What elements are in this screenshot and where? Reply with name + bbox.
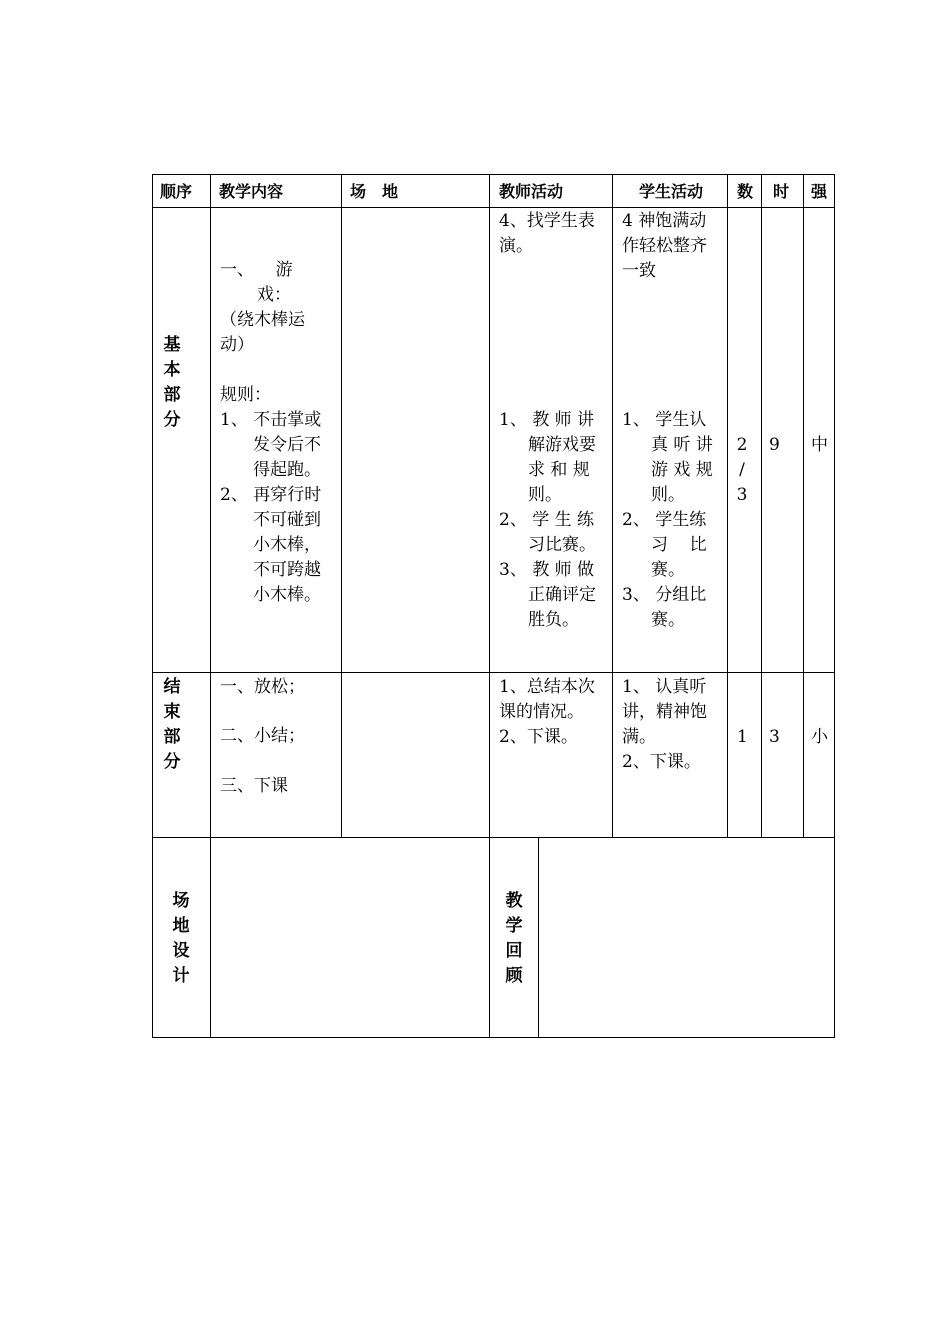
basic-rule-2-cont: 小木棒， bbox=[253, 535, 321, 555]
col-divider-time bbox=[761, 174, 762, 838]
basic-time: 9 bbox=[769, 435, 780, 455]
ending-count: 1 bbox=[737, 727, 748, 747]
venue-design-label: 场 地 设 计 bbox=[172, 891, 190, 986]
basic-teacher-item-3-cont: 胜负。 bbox=[528, 610, 579, 630]
basic-teacher-top-cont: 演。 bbox=[499, 236, 533, 256]
col-divider-student bbox=[612, 174, 613, 838]
basic-student-top-cont: 作轻松整齐 bbox=[622, 236, 707, 256]
teaching-review-label: 教 学 回 顾 bbox=[505, 891, 523, 986]
basic-teacher-item-2: 2、 学 生 练 bbox=[499, 510, 595, 530]
ending-student-1-cont: 满。 bbox=[622, 727, 656, 747]
basic-intensity: 中 bbox=[811, 435, 828, 455]
ending-time: 3 bbox=[769, 727, 780, 747]
ending-content-2: 二、小结； bbox=[220, 726, 305, 746]
basic-rule-2-cont: 小木棒。 bbox=[253, 585, 321, 605]
basic-teacher-item-1-cont: 求 和 规 bbox=[528, 460, 590, 480]
col-divider-teacher bbox=[489, 174, 490, 1038]
basic-content-game-cont: 戏： bbox=[257, 285, 291, 305]
basic-content-desc-cont: 动） bbox=[220, 335, 254, 355]
basic-rule-2-cont: 不可碰到 bbox=[253, 510, 321, 530]
col-divider-intensity bbox=[803, 174, 804, 838]
section-basic-label: 基 本 部 分 bbox=[163, 335, 181, 430]
basic-student-top-cont: 一致 bbox=[622, 261, 656, 281]
basic-student-item-1-cont: 则。 bbox=[651, 485, 685, 505]
ending-content-3: 三、下课 bbox=[220, 776, 288, 796]
basic-teacher-item-1-cont: 则。 bbox=[528, 485, 562, 505]
basic-count: 2 / 3 bbox=[736, 435, 748, 505]
header-order: 顺序 bbox=[160, 182, 193, 201]
basic-teacher-item-2-cont: 习比赛。 bbox=[528, 535, 596, 555]
col-divider-count bbox=[727, 174, 728, 838]
ending-student-1: 1、 认真听 bbox=[622, 677, 707, 697]
basic-student-item-1-cont: 真 听 讲 bbox=[651, 435, 713, 455]
basic-rule-2-cont: 不可跨越 bbox=[253, 560, 321, 580]
basic-content-rules-title: 规则： bbox=[220, 385, 271, 405]
basic-rule-1: 1、 不击掌或 bbox=[220, 410, 322, 430]
header-content: 教学内容 bbox=[219, 182, 284, 201]
basic-student-item-1-cont: 游 戏 规 bbox=[651, 460, 713, 480]
ending-student-1-cont: 讲，精神饱 bbox=[622, 702, 707, 722]
basic-ending-divider bbox=[152, 672, 835, 673]
ending-teacher-1-cont: 课的情况。 bbox=[499, 702, 584, 722]
header-venue: 场 地 bbox=[350, 182, 399, 201]
table-border-bottom bbox=[152, 1037, 835, 1038]
ending-footer-divider bbox=[152, 837, 835, 838]
basic-rule-2: 2、 再穿行时 bbox=[220, 485, 322, 505]
basic-teacher-item-3-cont: 正确评定 bbox=[528, 585, 596, 605]
basic-student-item-3: 3、 分组比 bbox=[622, 585, 707, 605]
ending-teacher-2: 2、下课。 bbox=[499, 727, 578, 747]
table-border-top bbox=[152, 174, 835, 175]
basic-student-item-2-cont: 赛。 bbox=[651, 560, 685, 580]
ending-intensity: 小 bbox=[811, 727, 828, 747]
header-divider bbox=[152, 207, 835, 208]
basic-content-game: 一、 游 bbox=[220, 260, 293, 280]
basic-teacher-item-1: 1、 教 师 讲 bbox=[499, 410, 595, 430]
section-ending-label: 结 束 部 分 bbox=[163, 677, 181, 772]
col-divider-order bbox=[210, 174, 211, 1038]
ending-student-2: 2、下课。 bbox=[622, 752, 701, 772]
header-time: 时 bbox=[773, 182, 790, 201]
basic-rule-1-cont: 发令后不 bbox=[253, 435, 321, 455]
basic-teacher-item-3: 3、 教 师 做 bbox=[499, 560, 595, 580]
basic-student-item-3-cont: 赛。 bbox=[651, 610, 685, 630]
header-student: 学生活动 bbox=[639, 182, 704, 201]
ending-teacher-1: 1、总结本次 bbox=[499, 677, 595, 697]
table-border-right bbox=[834, 174, 835, 1038]
col-divider-content bbox=[341, 174, 342, 838]
basic-teacher-item-1-cont: 解游戏要 bbox=[528, 435, 596, 455]
basic-teacher-top: 4、找学生表 bbox=[499, 211, 595, 231]
header-intensity: 强 bbox=[811, 182, 828, 201]
table-border-left bbox=[152, 174, 153, 1038]
footer-review-divider bbox=[538, 837, 539, 1038]
basic-student-item-1: 1、 学生认 bbox=[622, 410, 707, 430]
basic-student-top: 4 神饱满动 bbox=[622, 211, 707, 231]
header-count: 数 bbox=[737, 182, 754, 201]
basic-content-desc: （绕木棒运 bbox=[220, 310, 305, 330]
basic-student-item-2: 2、 学生练 bbox=[622, 510, 707, 530]
basic-rule-1-cont: 得起跑。 bbox=[253, 460, 321, 480]
basic-student-item-2-cont: 习 比 bbox=[651, 535, 707, 555]
header-teacher: 教师活动 bbox=[499, 182, 564, 201]
ending-content-1: 一、放松； bbox=[220, 677, 305, 697]
